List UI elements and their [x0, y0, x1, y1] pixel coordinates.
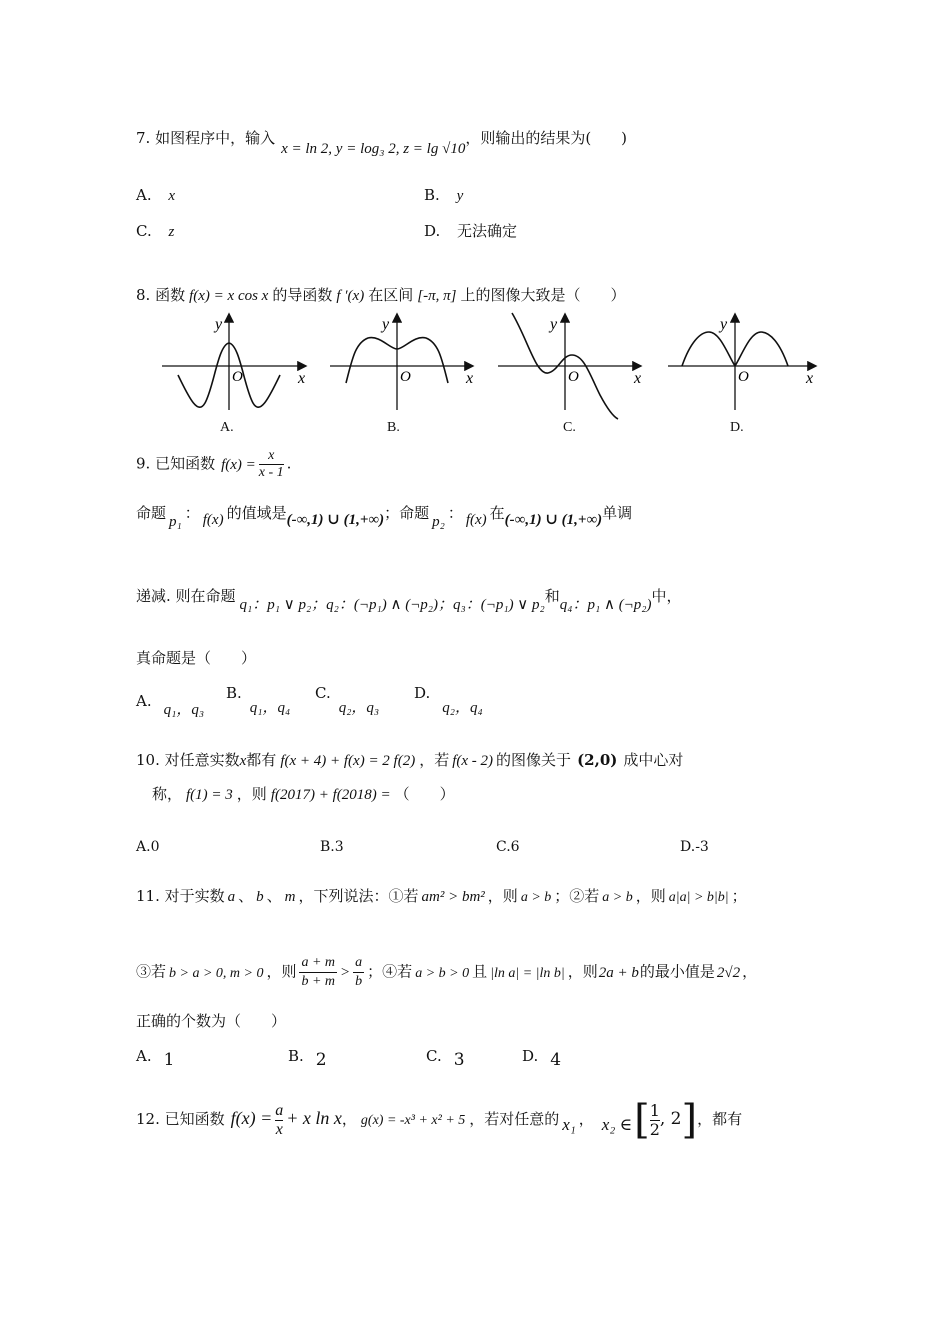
q12-fraction: $\frac{a}{x}$ [275, 1101, 284, 1138]
graph-b[interactable] [330, 315, 473, 410]
graph-a[interactable] [162, 315, 305, 410]
q11-option-a[interactable]: A. 1 [136, 1047, 175, 1070]
graph-d-label[interactable]: D. [730, 420, 744, 435]
graph-a-label[interactable]: A. [220, 420, 234, 435]
q8-graphs [0, 305, 950, 435]
q12-right-bracket: ] [681, 1097, 698, 1143]
q10-stem: 10. 对任意实数x都有 f(x + 4) + f(x) = 2 f(2) ，若 f(x - 2) 的图像关于 (2,0) 成中心对 [136, 751, 684, 769]
graph-b-y-label: y [382, 316, 390, 333]
q9-option-d[interactable]: D.q₂，q₄ [414, 684, 483, 716]
graph-d[interactable] [668, 315, 815, 410]
q9-option-a[interactable]: A. q₁，q₃ [136, 692, 205, 718]
q11-option-d[interactable]: D. 4 [522, 1047, 562, 1070]
q11-line2: ③若 b > a > 0, m > 0 ，则 $\frac{a + m}{b + m}$ > $\frac{a}{b}$ ；④若 a > b > 0 且 |ln a| = |ln b| ，则2a + b的最小值是 2√2 ， [136, 955, 758, 989]
q9-line3: 递减. 则在命题 q₁：p₁ ∨ p₂；q₂：(¬p₁) ∧ (¬p₂)；q₃：(¬p₁) ∨ p₂和q₄：p₁ ∧ (¬p₂)中， [136, 587, 682, 613]
q10-line2: 称， f(1) = 3 ，则 f(2017) + f(2018) = （ ） [152, 785, 455, 803]
q9-option-c[interactable]: C.q₂，q₃ [315, 684, 380, 716]
graph-b-origin: O [400, 369, 411, 385]
q9-line4: 真命题是（ ） [136, 649, 257, 667]
q12-left-bracket: [ [634, 1097, 650, 1143]
graph-b-label[interactable]: B. [387, 420, 400, 435]
q11-option-b[interactable]: B. 2 [288, 1047, 327, 1070]
q11-fraction: $\frac{a + m}{b + m}$ [301, 955, 336, 989]
graph-b-x-label: x [466, 370, 474, 387]
graph-c-y-label: y [550, 316, 558, 333]
q7-option-b[interactable]: B. y [424, 186, 464, 204]
q10-option-d[interactable]: D.-3 [680, 839, 709, 855]
q12-interval-fraction: $\frac{1}{2}$ [649, 1100, 660, 1139]
graph-a-y-label: y [215, 316, 223, 333]
q10-option-a[interactable]: A.0 [136, 839, 160, 855]
q7-option-a[interactable]: A. x [136, 186, 176, 204]
q7-stem: 7. 如图程序中，输入x = ln 2, y = log₃ 2, z = lg √10，则输出的结果为( ) [136, 129, 628, 157]
q11-option-c[interactable]: C. 3 [426, 1047, 465, 1070]
graph-d-x-label: x [806, 370, 814, 387]
graph-a-origin: O [232, 369, 243, 385]
q8-stem: 8. 函数 f(x) = x cos x 的导函数 f ′(x) 在区间 [-π, π] 上的图像大致是（ ） [136, 286, 626, 304]
graph-c[interactable] [498, 313, 641, 419]
q11-fraction-ab: $\frac{a}{b}$ [355, 955, 363, 989]
q12-stem: 12. 已知函数 f(x) = $\frac{a}{x}$ + x ln x， g(x) = -x³ + x² + 5 ，若对任意的 x₁ ， x₂ ∈[ $\frac{1}{2}$ , 2]，都有 [136, 1097, 743, 1143]
q9-fraction: $\frac{x}{x - 1}$ [258, 448, 284, 480]
graph-d-origin: O [738, 369, 749, 385]
q9-line2: 命题 p₁ ： f(x) 的值域是(-∞,1) ∪ (1,+∞)；命题 p₂ ： f(x) 在(-∞,1) ∪ (1,+∞)单调 [136, 504, 633, 530]
q11-stem: 11. 对于实数 a 、 b 、 m ，下列说法：①若 am² > bm² ，则 a > b ；②若 a > b ，则 a|a| > b|b| ； [136, 887, 747, 905]
q9-stem: 9. 已知函数 f(x) = $\frac{x}{x - 1}$ . [136, 448, 292, 480]
q7-math: x = ln 2, y = log₃ 2, z = lg √10 [281, 141, 466, 157]
graph-c-x-label: x [634, 370, 642, 387]
q10-option-c[interactable]: C.6 [496, 839, 520, 855]
q10-option-b[interactable]: B.3 [320, 839, 344, 855]
graph-d-y-label: y [720, 316, 728, 333]
graph-c-origin: O [568, 369, 579, 385]
q7-option-d[interactable]: D. 无法确定 [424, 222, 518, 240]
q7-option-c[interactable]: C. z [136, 222, 175, 240]
q11-line3: 正确的个数为（ ） [136, 1012, 287, 1030]
graph-a-x-label: x [298, 370, 306, 387]
q9-option-b[interactable]: B.q₁，q₄ [226, 684, 291, 716]
graph-c-label[interactable]: C. [563, 420, 576, 435]
